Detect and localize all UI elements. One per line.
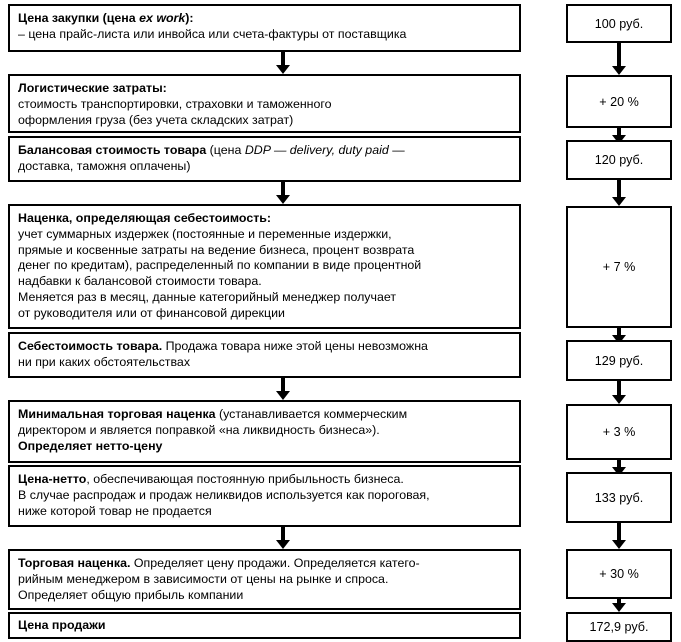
- block-markup-body-line1: учет суммарных издержек (постоянные и переменные издержки,: [18, 226, 392, 241]
- block-min-markup-heading: Минимальная торговая наценка (устанавливается коммерческим: [18, 407, 408, 421]
- block-purchase-price-heading: Цена закупки (цена ex work):: [18, 11, 194, 25]
- arrow-value-3-to-4: [612, 180, 626, 206]
- block-markup-cost-price: [8, 204, 521, 329]
- block-markup-heading: Наценка, определяющая себестоимость:: [18, 211, 272, 225]
- block-logistics-body-line1: стоимость транспортировки, страховки и таможенного: [18, 96, 332, 111]
- arrow-value-8-to-9: [612, 599, 626, 612]
- block-trade-markup-body-line1: рийным менеджером в зависимости от цены на рынке и спроса.: [18, 571, 389, 586]
- value-cost-price-text: 129 руб.: [594, 353, 644, 368]
- value-min-markup: [566, 404, 672, 460]
- block-selling-price: [8, 612, 521, 639]
- block-purchase-price-body: – цена прайс-листа или инвойса или счета-фактуры от поставщика: [18, 26, 407, 41]
- block-balance-cost: [8, 136, 521, 182]
- block-purchase-price: [8, 4, 521, 52]
- value-cost-price: [566, 340, 672, 381]
- block-balance-cost-body: доставка, таможня оплачены): [18, 158, 191, 173]
- block-selling-price-heading: Цена продажи: [18, 618, 106, 632]
- block-net-price-body-line2: ниже которой товар не продается: [18, 503, 212, 518]
- value-logistics-text: + 20 %: [599, 94, 639, 109]
- value-purchase-price-text: 100 руб.: [594, 16, 644, 31]
- block-balance-cost-heading: Балансовая стоимость товара (цена DDP — delivery, duty paid —: [18, 143, 405, 157]
- block-logistics-body-line2: оформления груза (без учета складских затрат): [18, 112, 294, 127]
- block-cost-price-body: ни при каких обстоятельствах: [18, 354, 191, 369]
- value-min-markup-text: + 3 %: [602, 425, 636, 439]
- value-balance-cost-text: 120 руб.: [594, 153, 644, 167]
- arrow-value-5-to-6: [612, 381, 626, 404]
- block-markup-body-line5: Меняется раз в месяц, данные категорийный менеджер получает: [18, 289, 396, 304]
- block-logistics-costs: [8, 74, 521, 133]
- value-cost-markup-text: + 7 %: [602, 260, 636, 274]
- value-trade-markup: [566, 549, 672, 599]
- value-trade-markup-text: + 30 %: [599, 567, 639, 581]
- block-cost-price: [8, 332, 521, 378]
- arrow-balance-to-markup: [276, 182, 290, 204]
- value-net-price-text: 133 руб.: [594, 490, 644, 505]
- arrow-value-1-to-2: [612, 43, 626, 75]
- block-min-markup-body-line1: директором и является поправкой «на ликвидность бизнеса»).: [18, 422, 380, 437]
- value-logistics: [566, 75, 672, 128]
- value-net-price: [566, 472, 672, 523]
- block-markup-body-line4: надбавки к балансовой стоимости товара.: [18, 274, 262, 288]
- block-markup-body-line3: денег по кредитам), распределенный по компании в виде процентной: [18, 258, 422, 273]
- block-minimum-trade-markup: [8, 400, 521, 463]
- arrow-purchase-to-logistics: [276, 52, 290, 74]
- arrow-cost-to-min-markup: [276, 378, 290, 400]
- block-trade-markup-body-line2: Определяет общую прибыль компании: [18, 587, 244, 602]
- block-markup-body-line6: от руководителя или от финансовой дирекции: [18, 305, 285, 320]
- block-cost-price-heading: Себестоимость товара. Продажа товара ниже этой цены невозможна: [18, 339, 428, 353]
- arrow-net-to-trade-markup: [276, 527, 290, 549]
- arrow-value-7-to-8: [612, 523, 626, 549]
- value-selling-price: [566, 612, 672, 642]
- value-selling-price-text: 172,9 руб.: [589, 620, 649, 634]
- value-cost-markup: [566, 206, 672, 328]
- block-trade-markup: [8, 549, 521, 610]
- value-balance-cost: [566, 140, 672, 180]
- block-net-price-heading: Цена-нетто, обеспечивающая постоянную прибыльность бизнеса.: [18, 472, 404, 486]
- block-net-price: [8, 465, 521, 527]
- block-markup-body-line2: прямые и косвенные затраты на ведение бизнеса, процент возврата: [18, 242, 415, 257]
- block-logistics-heading: Логистические затраты:: [18, 81, 167, 95]
- block-trade-markup-heading: Торговая наценка. Определяет цену продажи. Определяется катего-: [18, 556, 420, 570]
- value-purchase-price: [566, 4, 672, 43]
- block-min-markup-body-line2: Определяет нетто-цену: [18, 438, 163, 453]
- block-net-price-body-line1: В случае распродаж и продаж неликвидов используется как пороговая,: [18, 487, 430, 502]
